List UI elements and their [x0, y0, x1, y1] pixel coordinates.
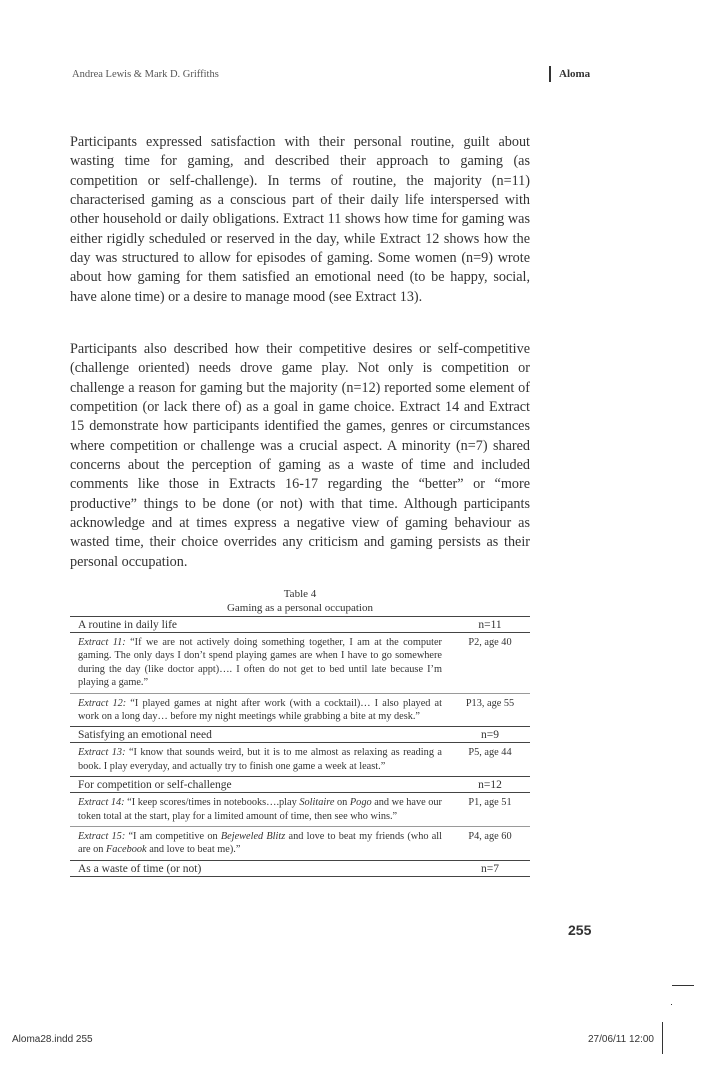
table-section-header [70, 860, 530, 876]
quote-text: “I keep scores/times in notebooks….play [124, 797, 300, 809]
quote-text: and love to beat my friends (who all are on [78, 831, 443, 856]
page-number: 255 [568, 922, 592, 938]
quote-text: and we have our token total at the start, play for a limited amount of time, then see who wins.” [78, 797, 442, 822]
extract-label: Extract 15: [78, 831, 126, 843]
table-title: Gaming as a personal occupation [226, 602, 373, 614]
extract-quote [70, 633, 450, 694]
print-slug-datetime: 27/06/11 12:00 [588, 1034, 654, 1045]
table-row [70, 793, 530, 827]
section-heading: A routine in daily life [70, 617, 450, 633]
extract-quote [70, 743, 450, 777]
table-row [70, 743, 530, 777]
crop-mark [671, 1004, 672, 1005]
paragraph-2: Participants also described how their competitive desires or self-competitive (challenge oriented) needs drove game play. Not only is competition or challenge a reason for gaming but the majority (n=12) reported some element of competition (or lack there of) as a goal in game choice. Extract 14 and Extract 15 demonstrate how participants identified the games, genres or circumstances where competition or challenge was a crucial aspect. A minority (n=7) shared concerns about the perception of gaming as a waste of time and included comments like those in Extracts 16-17 regarding the “better” or “more productive” things to be done (or not) with that time. Although participants acknowledge and at times express a negative view of gaming behaviour as wasted time, their choice overrides any criticism and gaming persists as their personal occupation. [70, 341, 530, 570]
table-4 [70, 587, 530, 877]
participant-info: P4, age 60 [450, 827, 530, 861]
table-row [70, 633, 530, 694]
table-row [70, 827, 530, 861]
quote-text: “I know that sounds weird, but it is to me almost as relaxing as reading a book. I play everyday, and actually try to finish one game a week at least.” [78, 747, 443, 772]
print-slug-file: Aloma28.indd 255 [12, 1034, 93, 1045]
table-section-header [70, 727, 530, 743]
running-header-authors: Andrea Lewis & Mark D. Griffiths [72, 69, 219, 80]
extract-quote [70, 693, 450, 727]
participant-info: P1, age 51 [468, 797, 512, 809]
extract-quote [70, 793, 450, 827]
table-section-header [70, 617, 530, 633]
extract-label: Extract 14: [78, 797, 125, 809]
participant-info: P5, age 44 [468, 747, 512, 759]
game-title: Facebook [106, 844, 147, 856]
extract-label: Extract 13: [78, 747, 126, 759]
table-row [70, 693, 530, 727]
section-count: n=12 [450, 777, 530, 793]
participant-info: P13, age 55 [450, 693, 530, 727]
participant-info: P2, age 40 [468, 637, 512, 648]
section-heading: Satisfying an emotional need [70, 727, 450, 743]
game-title: Solitaire [299, 797, 335, 809]
paragraph-1: Participants expressed satisfaction with their personal routine, guilt about wasting time for gaming, and described their approach to gaming (as competition or self-challenge). In terms of routine, the majority (n=11) characterised gaming as a conscious part of their daily life interspersed with other household or daily obligations. Extract 11 shows how time for gaming was either rigidly scheduled or reserved in the day, while Extract 12 shows how the day was structured to allow for episodes of gaming. Some women (n=9) wrote about how gaming for them satisfied an emotional need (to be happy, social, have alone time) or a desire to manage mood (see Extract 13). [70, 134, 530, 305]
game-title: Pogo [349, 797, 372, 809]
section-heading: For competition or self-challenge [70, 777, 450, 793]
section-count: n=7 [450, 860, 530, 876]
extract-label: Extract 12: [78, 697, 127, 709]
game-title: Bejeweled Blitz [220, 831, 286, 843]
quote-text: “I am competitive on [125, 831, 221, 843]
quote-text: “I played games at night after work (with a cocktail)… I also played at work on a long day… before my night meetings while grabbing a bite at my desk.” [78, 697, 442, 723]
running-header-journal: Aloma [549, 66, 590, 82]
extract-quote [70, 827, 450, 861]
section-count: n=11 [450, 617, 530, 633]
extract-label: Extract 11: [78, 637, 126, 648]
quote-text: on [334, 797, 350, 809]
crop-mark [672, 985, 694, 986]
quote-text: “If we are not actively doing something together, I am at the computer gaming. The only days I don’t spend playing games are when I have to go somewhere during the day (like doctor appt)…. I often do not get to bed until late because I’m playing a game.” [78, 637, 442, 689]
occupation-table [70, 616, 530, 877]
table-section-header [70, 777, 530, 793]
section-count: n=9 [450, 727, 530, 743]
table-label: Table 4 [283, 588, 317, 600]
crop-mark [662, 1022, 663, 1054]
quote-text: and love to beat me).” [146, 844, 241, 856]
section-heading: As a waste of time (or not) [70, 860, 450, 876]
